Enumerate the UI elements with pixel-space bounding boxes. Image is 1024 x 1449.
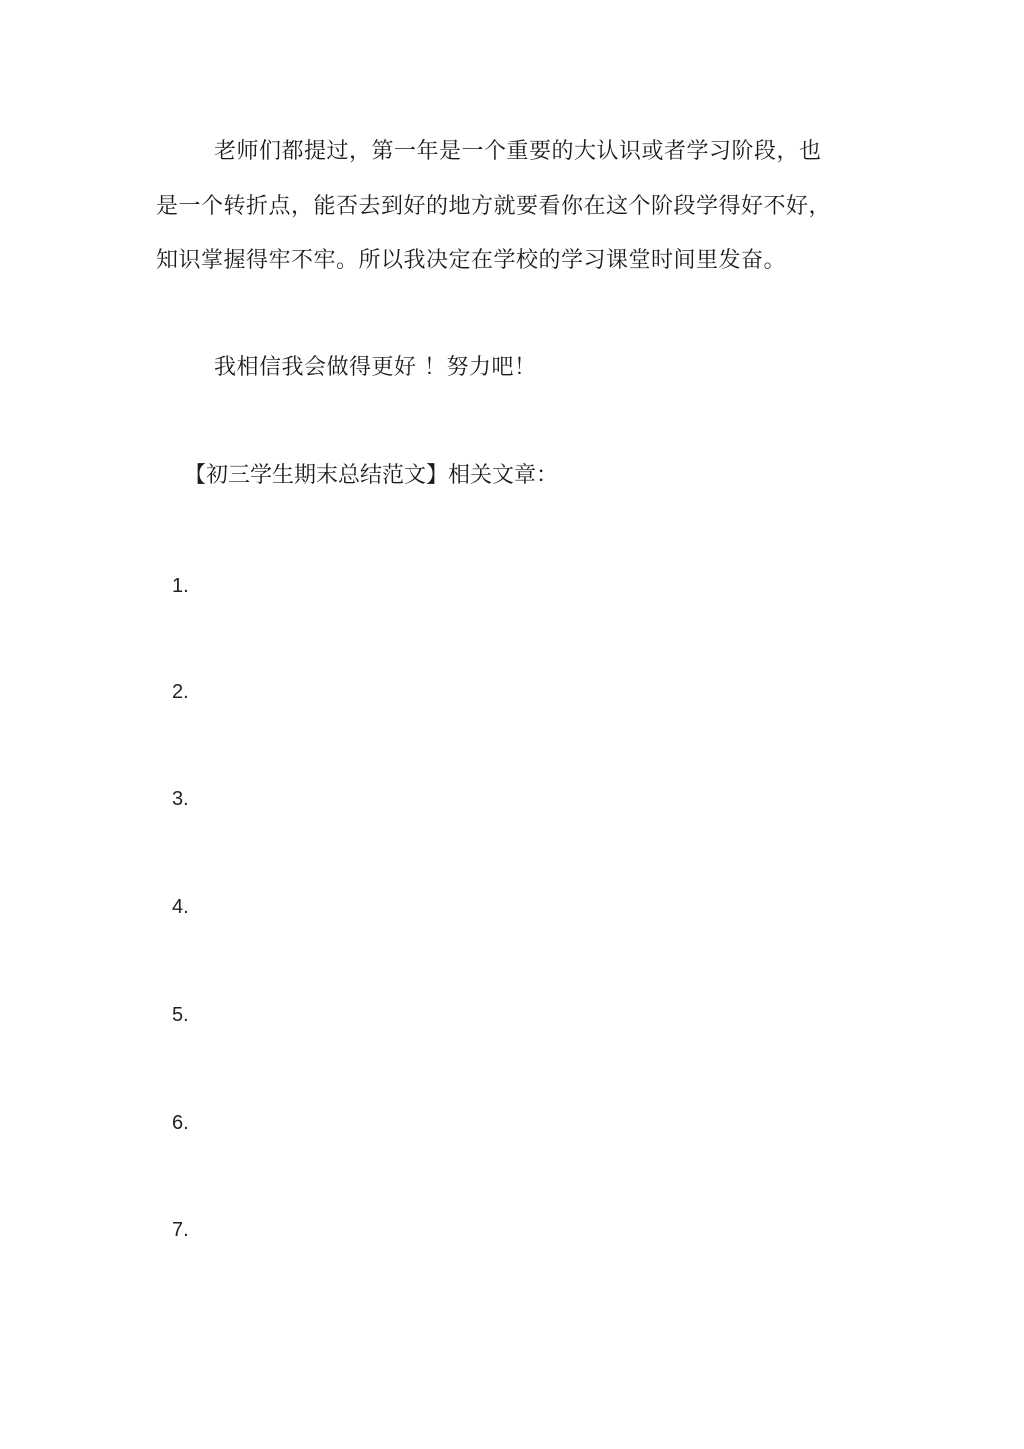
paragraph-1-line-2: 是一个转折点，能否去到好的地方就要看你在这个阶段学得好不好， xyxy=(156,194,832,219)
related-item-number: 1. xyxy=(172,575,189,597)
related-item-number: 5. xyxy=(172,1004,189,1026)
paragraph-1-line-1: 老师们都提过，第一年是一个重要的大认识或者学习阶段，也 xyxy=(214,139,822,164)
related-item-number: 4. xyxy=(172,896,189,918)
related-articles-heading: 【初三学生期末总结范文】相关文章： xyxy=(184,463,559,488)
related-item-number: 6. xyxy=(172,1112,189,1134)
paragraph-1-line-3: 知识掌握得牢不牢。所以我决定在学校的学习课堂时间里发奋。 xyxy=(156,248,787,273)
related-item-number: 2. xyxy=(172,681,189,703)
related-item-number: 3. xyxy=(172,788,189,810)
related-item-number: 7. xyxy=(172,1219,189,1241)
paragraph-2: 我相信我会做得更好 ！努力吧！ xyxy=(214,355,537,380)
